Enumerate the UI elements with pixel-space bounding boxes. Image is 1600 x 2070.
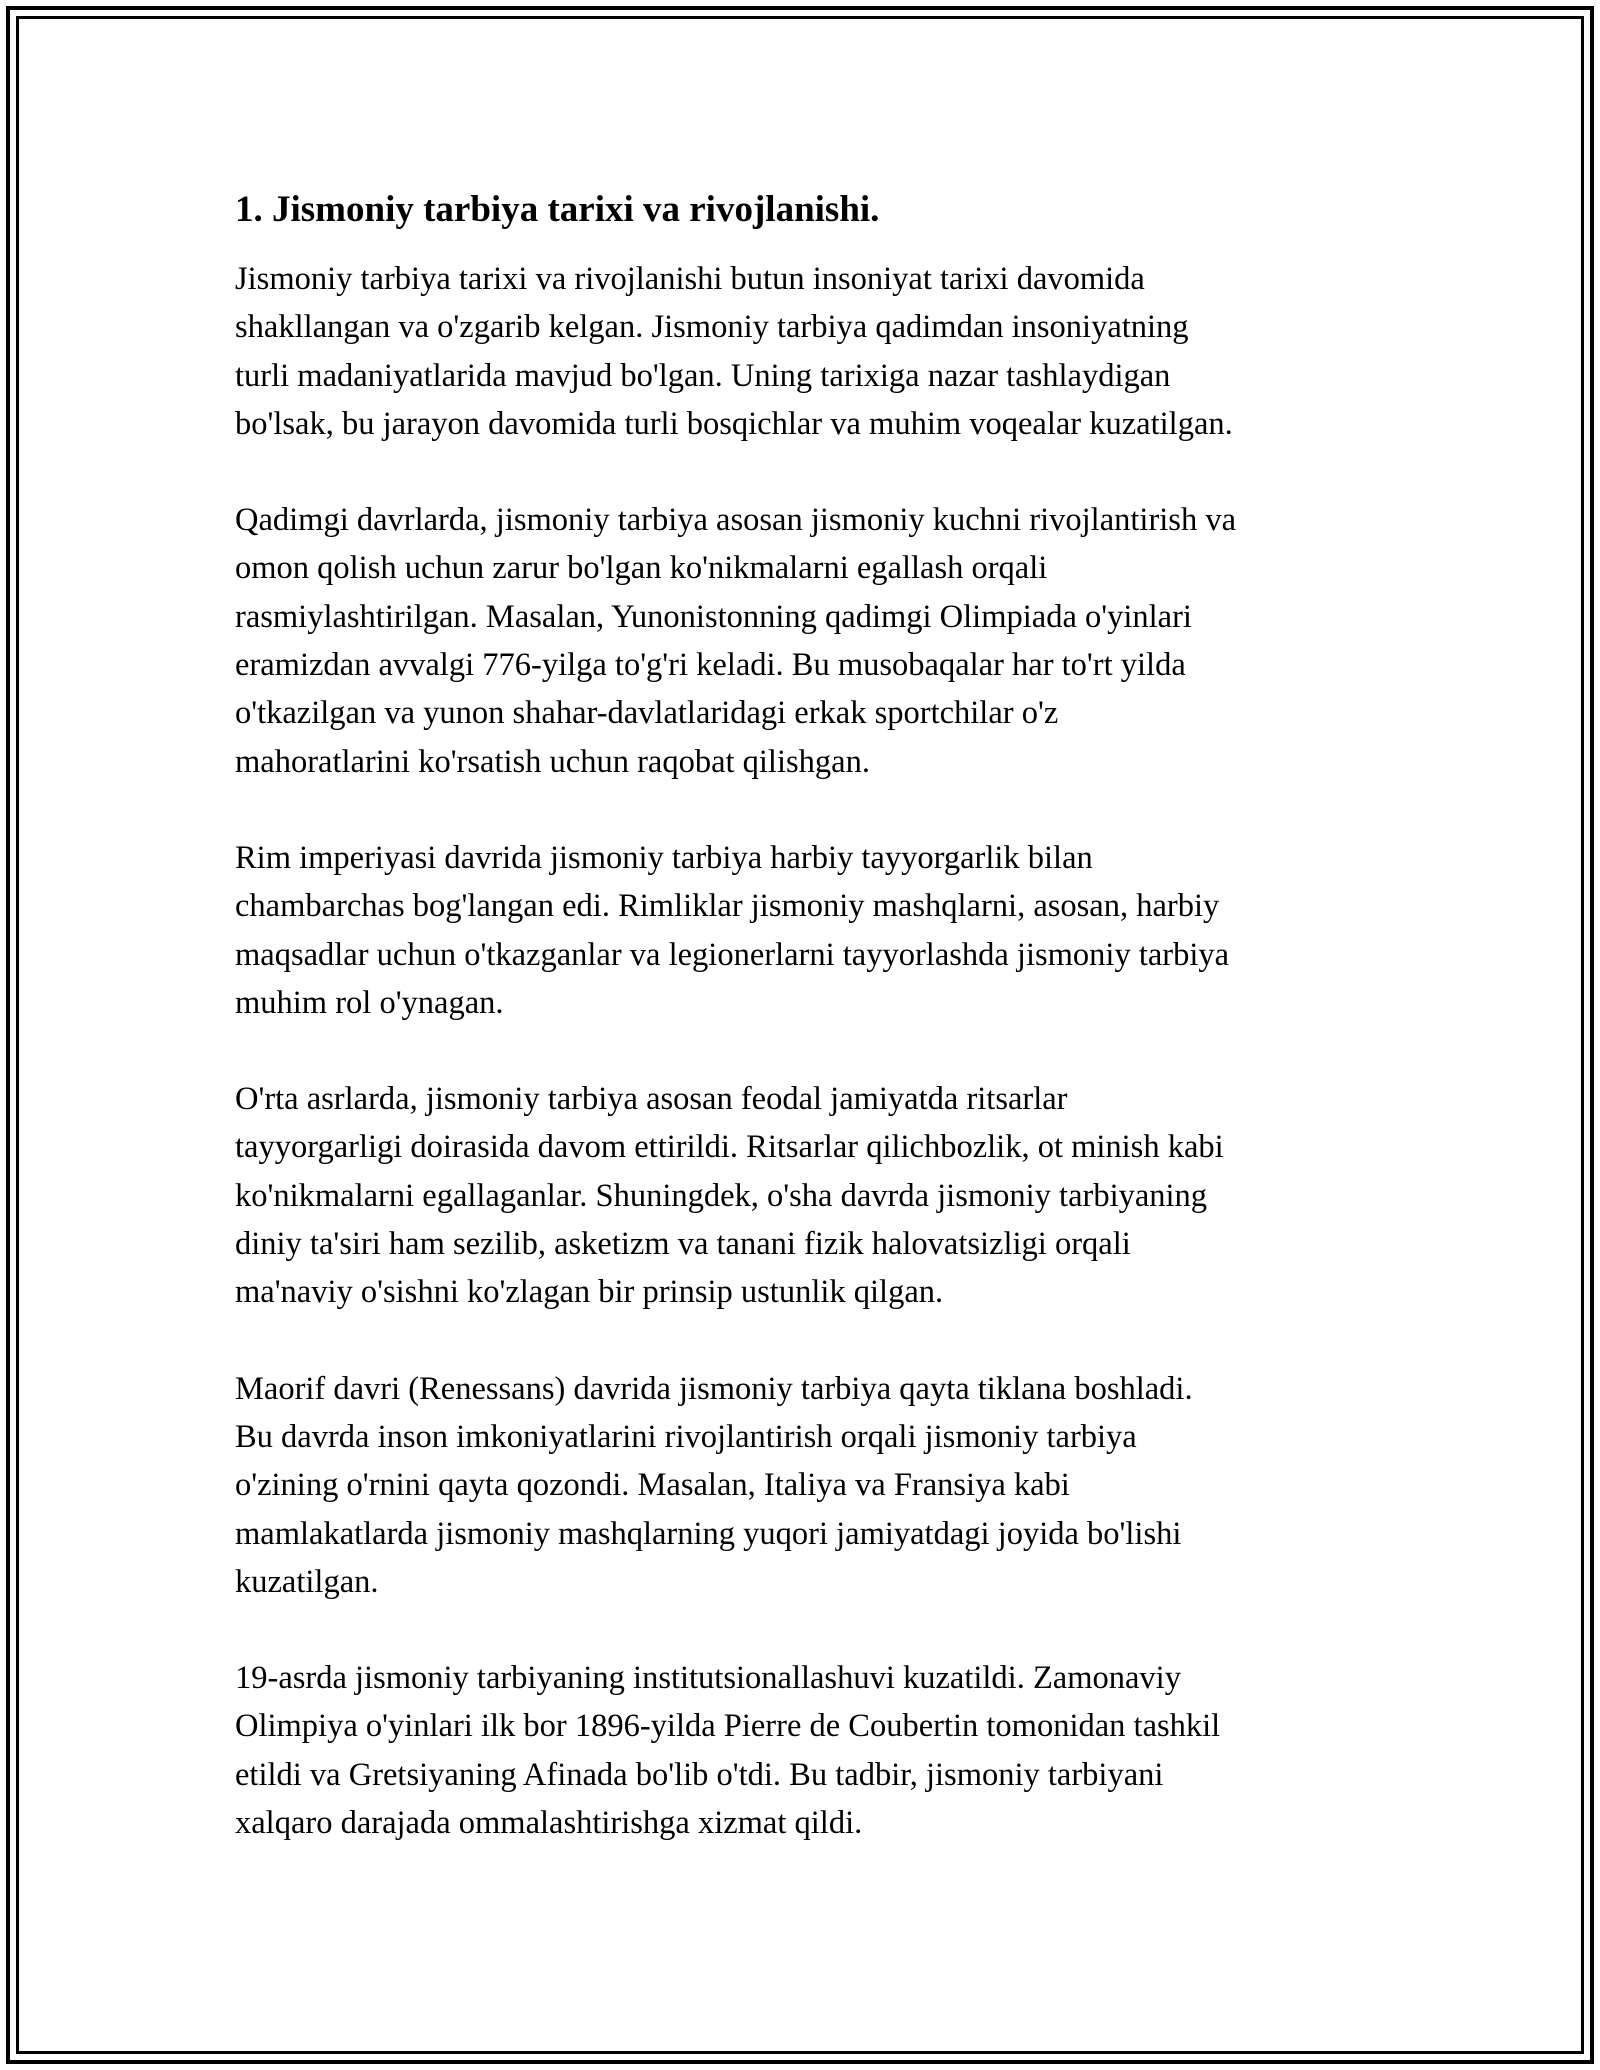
text-line: bo'lsak, bu jarayon davomida turli bosqichlar va muhim voqealar kuzatilgan. (235, 405, 1233, 442)
paragraph-ancient (235, 496, 1375, 786)
text-line: shakllangan va o'zgarib kelgan. Jismoniy tarbiya qadimdan insoniyatning (235, 309, 1189, 346)
paragraph-middle-ages (235, 1075, 1375, 1316)
paragraph-rome (235, 834, 1375, 1027)
text-line: omon qolish uchun zarur bo'lgan ko'nikmalarni egallash orqali (235, 550, 1048, 587)
text-line: Bu davrda inson imkoniyatlarini rivojlantirish orqali jismoniy tarbiya (235, 1418, 1137, 1455)
text-line: etildi va Gretsiyaning Afinada bo'lib o'tdi. Bu tadbir, jismoniy tarbiyani (235, 1756, 1164, 1793)
paragraph-19th-century (235, 1654, 1375, 1847)
text-line: ko'nikmalarni egallaganlar. Shuningdek, o'sha davrda jismoniy tarbiyaning (235, 1177, 1208, 1214)
text-line: 19-asrda jismoniy tarbiyaning institutsionallashuvi kuzatildi. Zamonaviy (235, 1660, 1181, 1697)
text-line: maqsadlar uchun o'tkazganlar va legionerlarni tayyorlashda jismoniy tarbiya (235, 936, 1230, 973)
text-line: kuzatilgan. (235, 1563, 379, 1600)
paragraph-renaissance (235, 1365, 1375, 1606)
text-line: muhim rol o'ynagan. (235, 984, 504, 1021)
text-line: mahoratlarini ko'rsatish uchun raqobat qilishgan. (235, 743, 870, 780)
text-line: Qadimgi davrlarda, jismoniy tarbiya asosan jismoniy kuchni rivojlantirish va (235, 502, 1236, 539)
section-heading: 1. Jismoniy tarbiya tarixi va rivojlanishi. (235, 189, 880, 230)
text-line: O'rta asrlarda, jismoniy tarbiya asosan feodal jamiyatda ritsarlar (235, 1081, 1068, 1118)
text-line: mamlakatlarda jismoniy mashqlarning yuqori jamiyatdagi joyida bo'lishi (235, 1515, 1182, 1552)
text-line: tayyorgarligi doirasida davom ettirildi. Ritsarlar qilichbozlik, ot minish kabi (235, 1129, 1224, 1166)
text-line: diniy ta'siri ham sezilib, asketizm va tanani fizik halovatsizligi orqali (235, 1226, 1131, 1263)
text-line: eramizdan avvalgi 776-yilga to'g'ri keladi. Bu musobaqalar har to'rt yilda (235, 647, 1186, 684)
text-line: Olimpiya o'yinlari ilk bor 1896-yilda Pierre de Coubertin tomonidan tashkil (235, 1708, 1221, 1745)
text-line: Maorif davri (Renessans) davrida jismoniy tarbiya qayta tiklana boshladi. (235, 1370, 1193, 1407)
text-line: o'zining o'rnini qayta qozondi. Masalan, Italiya va Fransiya kabi (235, 1467, 1070, 1504)
text-line: Rim imperiyasi davrida jismoniy tarbiya harbiy tayyorgarlik bilan (235, 839, 1093, 876)
text-line: xalqaro darajada ommalashtirishga xizmat qildi. (235, 1805, 863, 1842)
text-line: o'tkazilgan va yunon shahar-davlatlaridagi erkak sportchilar o'z (235, 695, 1059, 732)
text-line: Jismoniy tarbiya tarixi va rivojlanishi butun insoniyat tarixi davomida (235, 261, 1145, 297)
paragraph-intro (235, 255, 1375, 448)
text-line: chambarchas bog'langan edi. Rimliklar jismoniy mashqlarni, asosan, harbiy (235, 888, 1220, 925)
text-line: rasmiylashtirilgan. Masalan, Yunonistonning qadimgi Olimpiada o'yinlari (235, 598, 1192, 635)
document-body (235, 185, 1375, 1895)
text-line: turli madaniyatlarida mavjud bo'lgan. Uning tarixiga nazar tashlaydigan (235, 357, 1171, 394)
text-line: ma'naviy o'sishni ko'zlagan bir prinsip ustunlik qilgan. (235, 1274, 944, 1311)
